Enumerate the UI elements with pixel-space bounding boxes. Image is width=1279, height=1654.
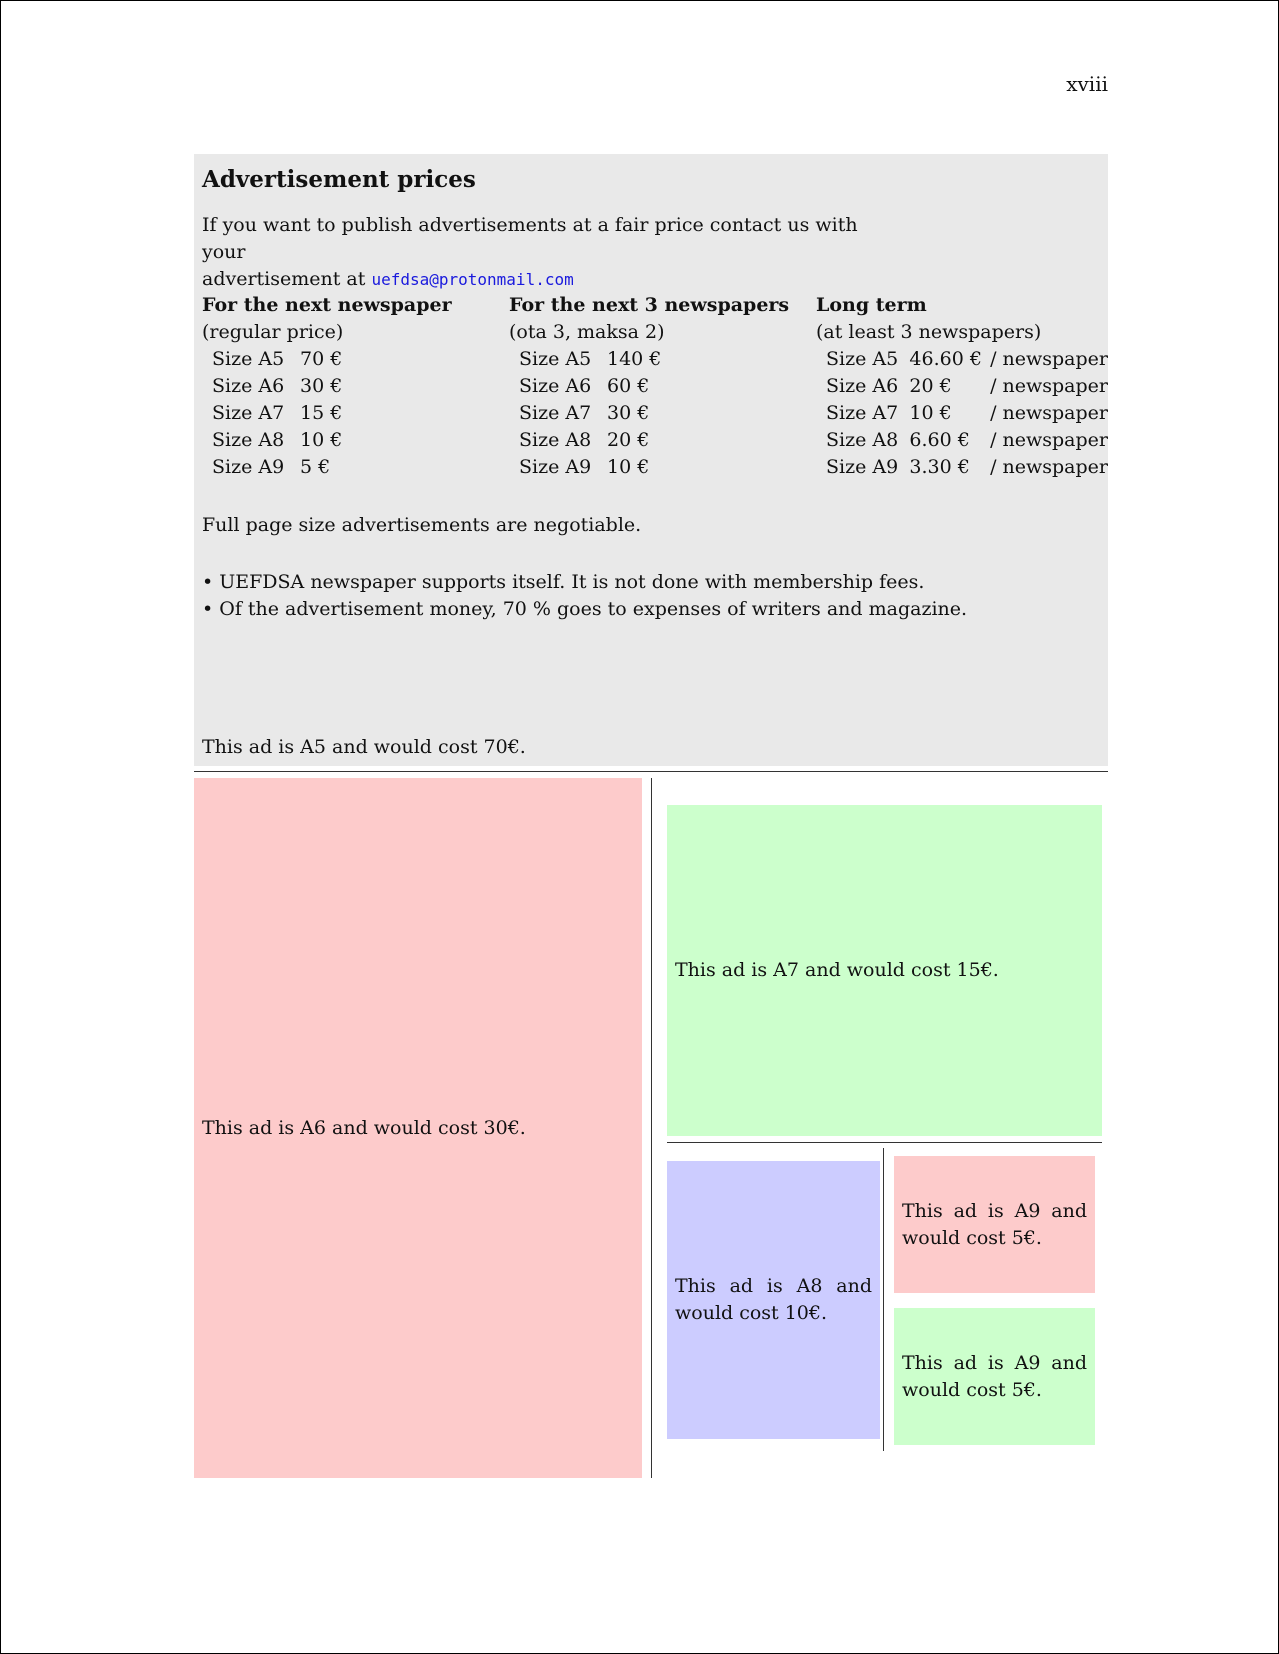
horizontal-divider <box>667 1142 1102 1143</box>
price-column-next-3-newspapers <box>509 292 789 481</box>
price-row <box>202 346 384 373</box>
price-column-long-term <box>816 292 1108 481</box>
ad-a8-caption: This ad is A8 and would cost 10€. <box>675 1275 872 1324</box>
price-column-heading: For the next 3 newspapers <box>509 294 790 316</box>
price-column-subheading: (regular price) <box>202 321 344 343</box>
ad-a5-caption: This ad is A5 and would cost 70€. <box>202 736 526 758</box>
price-value: 20 € <box>909 375 952 397</box>
ad-a9-box-top <box>894 1156 1095 1293</box>
bullet-item: • Of the advertisement money, 70 % goes to expenses of writers and magazine. <box>202 598 968 620</box>
bullet-item: • UEFDSA newspaper supports itself. It is not done with membership fees. <box>202 571 925 593</box>
price-value: 46.60 € <box>909 348 982 370</box>
price-table <box>509 346 691 481</box>
price-value: 70 € <box>300 348 343 370</box>
contact-email-link[interactable]: uefdsa@protonmail.com <box>371 270 574 289</box>
size-label: Size A5 <box>519 348 592 370</box>
size-label: Size A6 <box>519 375 592 397</box>
size-label: Size A5 <box>826 348 899 370</box>
price-row <box>202 454 384 481</box>
size-label: Size A7 <box>212 402 285 424</box>
vertical-divider <box>651 778 652 1478</box>
per-newspaper-label: / newspaper <box>990 375 1108 397</box>
size-label: Size A6 <box>212 375 285 397</box>
horizontal-divider <box>194 771 1108 772</box>
price-value: 30 € <box>300 375 343 397</box>
price-row <box>816 346 1108 373</box>
size-label: Size A7 <box>826 402 899 424</box>
price-row <box>509 346 691 373</box>
ad-a9-caption: This ad is A9 and would cost 5€. <box>902 1351 1087 1401</box>
intro-line-2-prefix: advertisement at <box>202 268 372 290</box>
price-value: 10 € <box>909 402 952 424</box>
size-label: Size A6 <box>826 375 899 397</box>
vertical-divider <box>883 1148 884 1451</box>
size-label: Size A9 <box>212 456 285 478</box>
per-newspaper-label: / newspaper <box>990 348 1108 370</box>
section-title: Advertisement prices <box>202 166 476 193</box>
price-column-heading: Long term <box>816 294 927 316</box>
size-label: Size A8 <box>826 429 899 451</box>
size-label: Size A5 <box>212 348 285 370</box>
price-value: 20 € <box>607 429 650 451</box>
price-table <box>202 346 384 481</box>
ad-a6-box <box>194 778 642 1478</box>
per-newspaper-label: / newspaper <box>990 429 1108 451</box>
ad-a5-price-box <box>194 154 1108 766</box>
price-row <box>202 427 384 454</box>
price-value: 3.30 € <box>909 456 970 478</box>
price-row <box>816 427 1108 454</box>
price-table <box>816 346 1108 481</box>
price-value: 30 € <box>607 402 650 424</box>
info-bullets <box>202 569 967 623</box>
ad-a7-caption: This ad is A7 and would cost 15€. <box>675 959 999 981</box>
size-label: Size A9 <box>826 456 899 478</box>
per-newspaper-label: / newspaper <box>990 456 1108 478</box>
price-value: 5 € <box>300 456 331 478</box>
price-value: 15 € <box>300 402 343 424</box>
price-row <box>509 454 691 481</box>
ad-a6-caption: This ad is A6 and would cost 30€. <box>202 1116 526 1139</box>
size-label: Size A9 <box>519 456 592 478</box>
price-row <box>816 373 1108 400</box>
price-value: 140 € <box>607 348 662 370</box>
price-row <box>202 400 384 427</box>
price-row <box>509 427 691 454</box>
price-row <box>816 400 1108 427</box>
price-value: 60 € <box>607 375 650 397</box>
price-value: 6.60 € <box>909 429 970 451</box>
price-value: 10 € <box>300 429 343 451</box>
ad-a7-box <box>667 805 1102 1136</box>
intro-text <box>202 212 902 293</box>
price-row <box>509 373 691 400</box>
price-column-subheading: (ota 3, maksa 2) <box>509 321 665 343</box>
per-newspaper-label: / newspaper <box>990 402 1108 424</box>
size-label: Size A7 <box>519 402 592 424</box>
price-column-heading: For the next newspaper <box>202 294 452 316</box>
price-value: 10 € <box>607 456 650 478</box>
price-column-subheading: (at least 3 newspapers) <box>816 321 1042 343</box>
size-label: Size A8 <box>519 429 592 451</box>
size-label: Size A8 <box>212 429 285 451</box>
ad-a9-box-bottom <box>894 1308 1095 1445</box>
price-row <box>816 454 1108 481</box>
page-number: xviii <box>1066 72 1108 96</box>
ad-a9-caption: This ad is A9 and would cost 5€. <box>902 1199 1087 1249</box>
intro-line-1: If you want to publish advertisements at a fair price contact us with your <box>202 214 858 263</box>
ad-a8-box <box>667 1161 880 1439</box>
price-row <box>202 373 384 400</box>
price-column-next-newspaper <box>202 292 452 481</box>
price-row <box>509 400 691 427</box>
negotiable-note: Full page size advertisements are negotiable. <box>202 514 642 536</box>
